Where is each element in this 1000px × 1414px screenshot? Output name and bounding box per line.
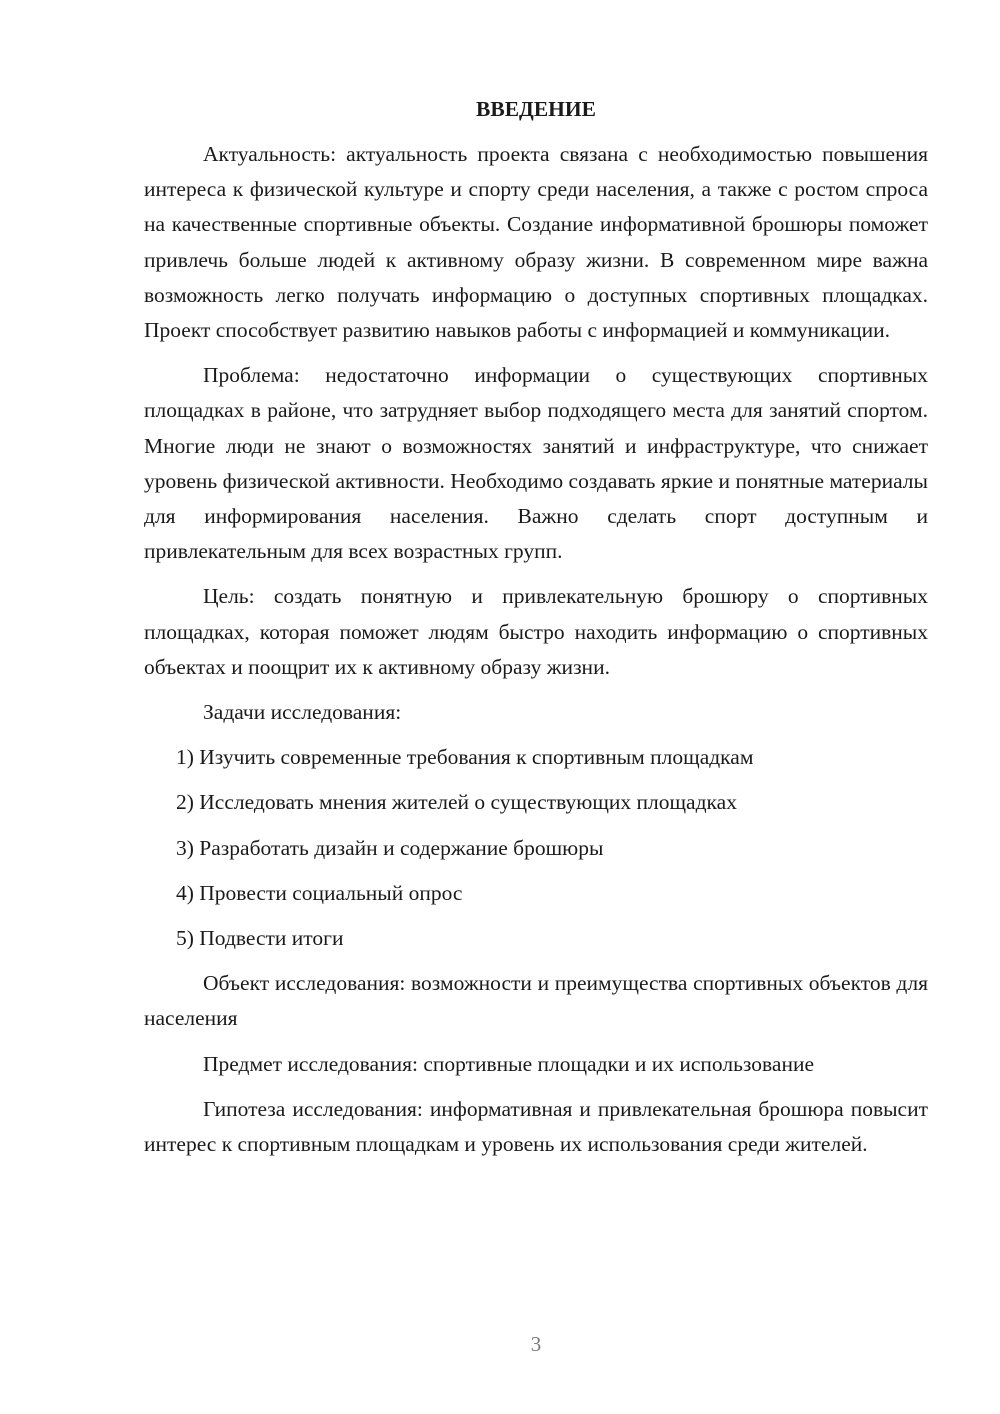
list-item: 3) Разработать дизайн и содержание брошюры (176, 835, 604, 860)
list-item: 5) Подвести итоги (176, 926, 344, 951)
document-page (144, 92, 928, 1172)
goal-paragraph: Цель: создать понятную и привлекательную брошюру о спортивных площадках, которая поможет людям быстро находить информацию о спортивных объектах и поощрит их к активному образу жизни. (144, 584, 928, 679)
list-item: 2) Исследовать мнения жителей о существующих площадках (176, 790, 737, 815)
problem-paragraph: Проблема: недостаточно информации о существующих спортивных площадках в районе, что затрудняет выбор подходящего места для занятий спортом. Многие люди не знают о возможностях занятий и инфраструктуре, что снижает уровень физической активности. Необходимо создавать яркие и понятные материалы для информирования населения. Важно сделать спорт доступным и привлекательным для всех возрастных групп. (144, 363, 928, 564)
tasks-list (144, 740, 928, 956)
list-item: 4) Провести социальный опрос (176, 880, 463, 905)
subject-paragraph: Предмет исследования: спортивные площадки и их использование (203, 1051, 815, 1076)
relevance-paragraph: Актуальность: актуальность проекта связана с необходимостью повышения интереса к физической культуре и спорту среди населения, а также с ростом спроса на качественные спортивные объекты. Создание информативной брошюры поможет привлечь больше людей к активному образу жизни. В современном мире важна возможность легко получать информацию о доступных спортивных площадках. Проект способствует развитию навыков работы с информацией и коммуникации. (144, 142, 928, 343)
page-title: ВВЕДЕНИЕ (476, 97, 596, 121)
page-number: 3 (530, 1332, 542, 1356)
tasks-heading: Задачи исследования: (203, 700, 402, 725)
object-paragraph: Объект исследования: возможности и преимущества спортивных объектов для населения (144, 971, 928, 1031)
hypothesis-paragraph: Гипотеза исследования: информативная и привлекательная брошюра повысит интерес к спортивным площадкам и уровень их использования среди жителей. (144, 1096, 928, 1157)
list-item: 1) Изучить современные требования к спортивным площадкам (176, 745, 754, 770)
